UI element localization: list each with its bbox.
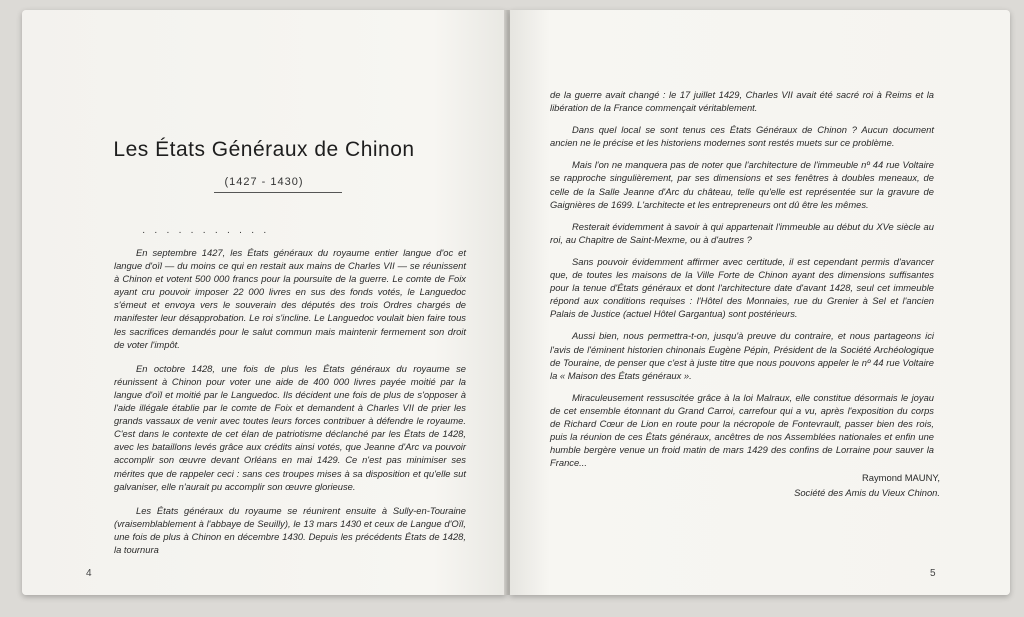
left-body-text <box>114 246 466 567</box>
signature-name: Raymond MAUNY, <box>862 472 940 483</box>
right-paragraph-6: Aussi bien, nous permettra-t-on, jusqu'à preuve du contraire, et nous partageons ici l'avis de l'éminent historien chinonais Eugène Pépin, Président de la Société Archéologique de Touraine, de penser que c'est à juste titre que nous pouvons appeler le nº 44 rue Voltaire la « Maison des États généraux ». <box>550 330 934 381</box>
left-page-number: 4 <box>86 568 92 579</box>
dotted-separator: · · · · · · · · · · · <box>142 227 270 238</box>
right-paragraph-3: Mais l'on ne manquera pas de noter que l'architecture de l'immeuble nº 44 rue Voltaire se rapproche singulièrement, par ses dimensions et ses fenêtres à doubles meneaux, de celle de la Salle Jeanne d'Arc du château, telle qu'elle est représentée sur la gravure de Gaignières de 1699. L'architecte et les entrepreneurs ont dû être les mêmes. <box>550 159 934 210</box>
right-page-number: 5 <box>930 568 936 579</box>
left-paragraph-2: En octobre 1428, une fois de plus les États généraux du royaume se réunissent à Chinon pour voter une aide de 400 000 livres payée moitié par la langue d'oïl et moitié par le Languedoc. Ils décident une fois de plus de s'opposer à l'aide illégale établie par le comte de Foix et demandent à Charles VII de prier les grands vassaux de venir avec toutes leurs forces contribuer à défendre le royaume. C'est dans le contexte de cet élan de patriotisme déclanché par les États de 1428, avec les bataillons levés grâce aux crédits ainsi votés, que Jeanne d'Arc va pouvoir accomplir son œuvre devant Orléans en mai 1429. Ce n'est pas minimiser ses mérites que de rappeler ceci : sans ces troupes mises à sa disposition et qu'elle sut galvaniser, elle n'aurait pu accomplir son œuvre glorieuse. <box>114 362 466 492</box>
right-paragraph-5: Sans pouvoir évidemment affirmer avec certitude, il est cependant permis d'avancer que, de toutes les maisons de la Ville Forte de Chinon ayant des dimensions suffisantes pour la tenue d'États généraux et dont l'architecture date d'avant 1428, seul cet immeuble répond aux conditions requises : l'Hôtel des Monnaies, rue du Grenier à Sel et l'ancien Palais de Justice (actuel Hôtel Gargantua) sont postérieurs. <box>550 255 934 320</box>
left-page <box>22 10 506 595</box>
right-paragraph-4: Resterait évidemment à savoir à qui appartenait l'immeuble au début du XVe siècle au roi, au Chapitre de Saint-Mexme, ou à d'autres ? <box>550 220 934 245</box>
right-body-text <box>550 88 934 478</box>
right-paragraph-1: de la guerre avait changé : le 17 juillet 1429, Charles VII avait été sacré roi à Reims et la libération de la France commençait véritablement. <box>550 89 934 114</box>
signature-block <box>760 470 940 500</box>
page-title: Les États Généraux de Chinon <box>113 138 415 161</box>
signature-affiliation: Société des Amis du Vieux Chinon. <box>794 487 940 498</box>
left-paragraph-1: En septembre 1427, les États généraux du royaume entier langue d'oc et langue d'oïl — du moins ce qui en restait aux mains de Charles VII — se réunissent à Chinon et votent 500 000 francs pour la poursuite de la guerre. Le comte de Foix ayant cru pouvoir imposer 22 000 livres en sus des fonds votés, le Languedoc s'émeut et envoya vers le souverain des députés des trois Ordres chargés de manifester leur désapprobation. Le roi s'incline. Le Languedoc voulait bien faire tous les sacrifices demandés pour le salut commun mais maintenir fermement son droit de voter l'impôt. <box>114 247 466 350</box>
left-paragraph-3: Les États généraux du royaume se réunirent ensuite à Sully-en-Touraine (vraisemblablement à l'abbaye de Seuilly), le 13 mars 1430 et ceux de Langue d'Oïl, une fois de plus à Chinon en décembre 1430. Depuis les précédents États de 1428, la tournura <box>114 504 466 555</box>
right-paragraph-7: Miraculeusement ressuscitée grâce à la loi Malraux, elle constitue désormais le joyau de cet ensemble étonnant du Grand Carroi, carrefour qui a vu, après l'exposition du corps de Richard Cœur de Lion en route pour la nécropole de Fontevrault, passer bien des rois, puis la réunion de ces États généraux, ancêtres de nos Assemblées nationales et enfin une humble bergère venue un froid matin de mars 1429 des confins de Lorraine pour sauver la France... <box>550 391 934 469</box>
title-underline <box>214 192 342 193</box>
page-subtitle: (1427 - 1430) <box>224 176 304 188</box>
right-paragraph-2: Dans quel local se sont tenus ces États Généraux de Chinon ? Aucun document ancien ne le précise et les historiens modernes sont restés muets sur ce problème. <box>550 124 934 149</box>
